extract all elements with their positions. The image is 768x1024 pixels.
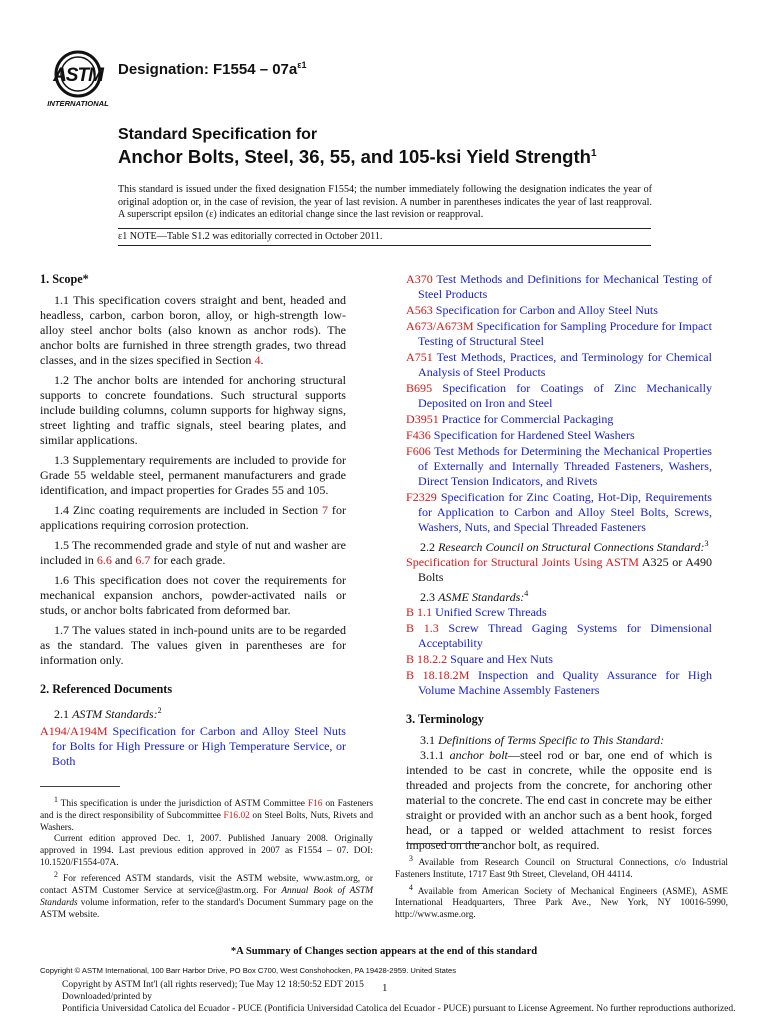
footer-line-3: Pontificia Universidad Catolica del Ecuador - PUCE (Pontificia Universidad Catolica del Ecuador - PUCE) pursuant to License Agreement. No further reproductions authorized.	[62, 1004, 736, 1015]
ref-title-link[interactable]: Test Methods and Definitions for Mechanical Testing of Steel Products	[418, 272, 712, 301]
link-subcommittee-f16-02[interactable]: F16.02	[223, 810, 250, 821]
ref-title-link[interactable]: Screw Thread Gaging Systems for Dimensional Acceptability	[418, 621, 712, 651]
ref-item	[406, 621, 712, 651]
ref-title-link[interactable]: Test Methods for Determining the Mechanical Properties of Externally and Internally Threaded Fasteners, Washers, Direct Tension Indicators, and Rivets	[418, 444, 712, 488]
ref-code-link[interactable]: B695	[406, 381, 433, 395]
ref-code-link[interactable]: A194/A194M	[40, 724, 108, 739]
ref-title-link[interactable]: Specification for Coatings of Zinc Mechanically Deposited on Iron and Steel	[418, 381, 712, 410]
footnote-1: $^1$ This specification is under the jurisdiction of ASTM Committee F16 on Fasteners and is the direct responsibility of Subcommittee F16.02 on Steel Bolts, Nuts, Rivets and Washers.	[40, 795, 374, 833]
ref-code-link[interactable]: F436	[406, 428, 431, 442]
astm-standards-label: 2.1 ASTM Standards:$^2$	[54, 706, 162, 722]
ref-item	[406, 381, 712, 411]
terminology-3-1-1: 3.1.1 anchor bolt—steel rod or bar, one end of which is intended to be cast in concrete, while the opposite end is threaded and projects from the concrete, for anchoring other material to the concrete. The end cast in concrete may be either straight or provided with an anchor such as a bent hook, forged head, or a tapped or welded attachment to resist forces imposed on the anchor bolt, as required.	[406, 748, 713, 853]
title-line1: Standard Specification for	[118, 126, 318, 143]
main-title: Anchor Bolts, Steel, 36, 55, and 105-ksi Yield Strength$^1$	[118, 146, 597, 167]
ref-code-link[interactable]: A751	[406, 350, 433, 364]
divider	[118, 245, 651, 246]
footnote-4: $^4$ Available from American Society of Mechanical Engineers (ASME), ASME International Headquarters, Three Park Ave., New York, NY 10016-5990, http://www.asme.org.	[395, 882, 728, 921]
ref-code-link[interactable]: B 1.3	[406, 621, 439, 636]
ref-item	[406, 319, 712, 349]
footnote-separator	[406, 843, 486, 844]
ref-code-link[interactable]: A673/A673M	[406, 319, 474, 333]
ref-item	[406, 350, 712, 380]
footnote-2: $^2$ For referenced ASTM standards, visit the ASTM website, www.astm.org, or contact ASTM Customer Service at service@astm.org. For Annual Book of ASTM Standards volume information, refer to the standard's Document Summary page on the ASTM website.	[40, 870, 374, 920]
page-number: 1	[382, 982, 388, 994]
scope-1-7: 1.7 The values stated in inch-pound units are to be regarded as the standard. The values given in parentheses are for information only.	[40, 623, 346, 667]
epsilon-note: ε1 NOTE—Table S1.2 was editorially corrected in October 2011.	[118, 231, 383, 242]
scope-1-4: 1.4 Zinc coating requirements are included in Section 7 for applications requiring corrosion protection.	[40, 503, 346, 532]
ref-item	[406, 605, 712, 620]
link-section-4[interactable]: 4	[254, 353, 261, 367]
ref-title-link[interactable]: Specification for Sampling Procedure for Impact Testing of Structural Steel	[418, 319, 712, 348]
terminology-3-1: 3.1 Definitions of Terms Specific to This Standard:	[420, 733, 665, 748]
scope-1-3: 1.3 Supplementary requirements are included to provide for Grade 55 weldable steel, permanent manufacturers and grade identification, and impact properties for Grades 55 and 105.	[40, 453, 346, 497]
ref-title-link[interactable]: Unified Screw Threads	[432, 605, 547, 620]
section-heading-referenced-documents: 2. Referenced Documents	[40, 682, 173, 696]
ref-title-link[interactable]: Specification for Hardened Steel Washers	[430, 428, 635, 442]
ref-item	[406, 272, 712, 302]
designation-notice: This standard is issued under the fixed designation F1554; the number immediately following the designation indicates the year of original adoption or, in the case of revision, the year of last revision. A number in parentheses indicates the year of last reapproval. A superscript epsilon (ε) indicates an editorial change since the last revision or reapproval.	[118, 184, 652, 221]
asme-standards-label: 2.3 ASME Standards:$^4$	[420, 589, 529, 605]
section-heading-scope: 1. Scope*	[40, 272, 89, 286]
ref-code-link[interactable]: D3951	[406, 412, 439, 426]
scope-1-5: 1.5 The recommended grade and style of nut and washer are included in 6.6 and 6.7 for each grade.	[40, 538, 346, 567]
link-6-6[interactable]: 6.6	[96, 553, 112, 567]
ref-code-link[interactable]: B 1.1	[406, 605, 433, 620]
scope-1-1: 1.1 This specification covers straight and bent, headed and headless, carbon, carbon boron, alloy, or high-strength low-alloy steel anchor bolts (also known as anchor rods). The anchor bolts are furnished in three strength grades, two thread classes, and in the sizes specified in Section 4.	[40, 293, 346, 367]
ref-item	[406, 303, 712, 318]
ref-item	[406, 412, 712, 427]
ref-code-link[interactable]: F2329	[406, 490, 437, 504]
footnotes-left	[40, 794, 373, 921]
rcsc-ref-link[interactable]: Specification for Structural Joints Using ASTM	[406, 555, 639, 570]
scope-1-2: 1.2 The anchor bolts are intended for anchoring structural supports to concrete foundations. Such structural supports include building columns, column supports for highway signs, street lighting and traffic signals, steel bearing plates, and similar applications.	[40, 373, 346, 447]
ref-title-link[interactable]: Inspection and Quality Assurance for High Volume Machine Assembly Fasteners	[418, 668, 712, 698]
scope-1-6: 1.6 This specification does not cover the requirements for mechanical expansion anchors, powder-activated nails or studs, or anchor bolts fabricated from deformed bar.	[40, 573, 346, 617]
footer-line-1: Copyright by ASTM Int'l (all rights reserved); Tue May 12 18:50:52 EDT 2015	[62, 980, 364, 990]
link-6-7[interactable]: 6.7	[135, 553, 151, 567]
ref-item	[406, 668, 712, 698]
footnotes-right	[395, 853, 728, 922]
copyright-line: Copyright © ASTM International, 100 Barr Harbor Drive, PO Box C700, West Conshohocken, PA 19428-2959. United States	[40, 966, 457, 975]
rcsc-ref-item: Specification for Structural Joints Using ASTM A325 or A490 Bolts	[406, 555, 713, 585]
ref-item	[406, 428, 712, 443]
rcsc-standards-label: 2.2 Research Council on Structural Connections Standard:$^3$	[420, 539, 709, 555]
ref-title-link[interactable]: Square and Hex Nuts	[447, 652, 553, 667]
ref-item	[406, 444, 712, 489]
link-section-7[interactable]: 7	[322, 503, 329, 517]
summary-of-changes-note: *A Summary of Changes section appears at the end of this standard	[230, 946, 538, 957]
ref-code-link[interactable]: F606	[406, 444, 431, 458]
ref-title-link[interactable]: Specification for Zinc Coating, Hot-Dip, Requirements for Application to Carbon and Alloy Steel Bolts, Screws, Washers, Nuts, and Special Threaded Fasteners	[418, 490, 712, 534]
ref-item	[40, 724, 346, 769]
footnote-3: $^3$ Available from Research Council on Structural Connections, c/o Industrial Fasteners Institute, 1717 East 9th Street, Cleveland, OH 44114.	[395, 854, 728, 880]
ref-title-link[interactable]: Test Methods, Practices, and Terminology for Chemical Analysis of Steel Products	[418, 350, 712, 379]
download-footer	[62, 979, 736, 1016]
footnote-1-edition: Current edition approved Dec. 1, 2007. Published January 2008. Originally approved in 1994. Last previous edition approved in 2007 as F1554 – 07. DOI: 10.1520/F1554-07A.	[40, 834, 373, 868]
svg-text:ASTM: ASTM	[53, 65, 103, 86]
ref-title-link[interactable]: Specification for Carbon and Alloy Steel Nuts	[432, 303, 658, 317]
footer-line-2: Downloaded/printed by	[62, 992, 152, 1003]
divider	[118, 228, 651, 229]
ref-item	[406, 490, 712, 535]
ref-code-link[interactable]: A563	[406, 303, 433, 317]
designation: Designation: $F1554 - 07a^{\varepsilon 1}$	[118, 60, 307, 78]
ref-code-link[interactable]: B 18.2.2	[406, 652, 448, 667]
link-committee-f16[interactable]: F16	[307, 799, 323, 810]
logo-label: INTERNATIONAL	[47, 99, 109, 108]
ref-code-link[interactable]: A370	[406, 272, 433, 286]
ref-code-link[interactable]: B 18.18.2M	[406, 668, 470, 683]
section-heading-terminology: 3. Terminology	[406, 712, 484, 727]
footnote-separator	[40, 786, 120, 787]
left-column	[40, 272, 346, 770]
ref-title-link[interactable]: Specification for Carbon and Alloy Steel Nuts for Bolts for High Pressure or High Temperature Service, or Both	[52, 724, 346, 769]
astm-logo	[46, 50, 110, 108]
ref-item	[406, 652, 712, 667]
ref-title-link[interactable]: Practice for Commercial Packaging	[438, 412, 614, 426]
right-column	[406, 272, 712, 858]
